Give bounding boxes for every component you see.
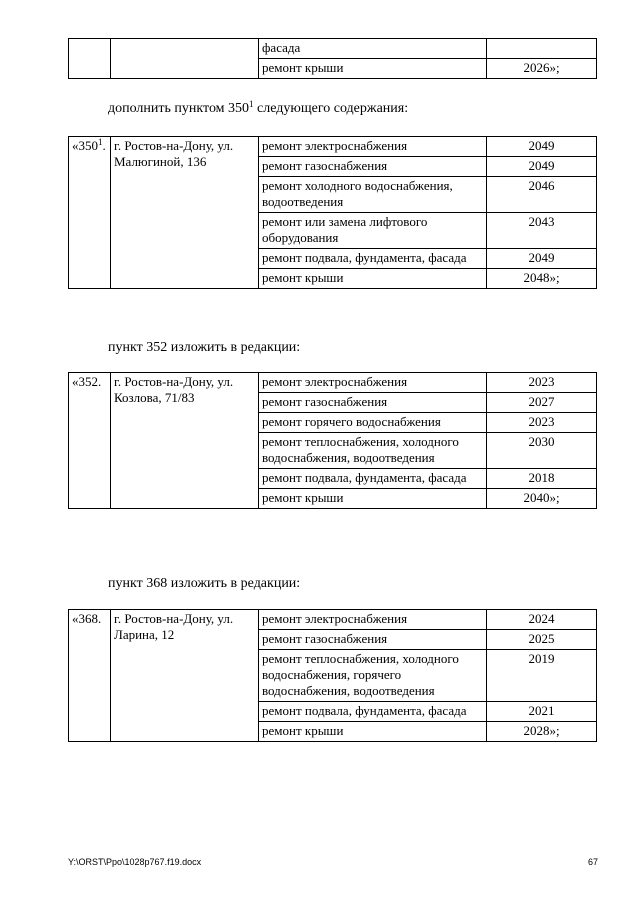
year-cell: 2049	[487, 249, 597, 269]
table-item-368	[68, 609, 597, 742]
work-cell: ремонт газоснабжения	[259, 157, 487, 177]
work-cell: ремонт электроснабжения	[259, 373, 487, 393]
number-cell: «368.	[69, 610, 111, 742]
year-cell: 2025	[487, 630, 597, 650]
work-cell: ремонт электроснабжения	[259, 137, 487, 157]
superscript: 1	[249, 99, 254, 109]
address-cell: г. Ростов-на-Дону, ул. Малюгиной, 136	[111, 137, 259, 289]
table-row	[69, 39, 597, 59]
work-cell: ремонт или замена лифтового оборудования	[259, 213, 487, 249]
footer-page-number: 67	[587, 857, 598, 867]
paragraph-text: следующего содержания:	[253, 101, 409, 116]
work-cell: фасада	[259, 39, 487, 59]
paragraph-add-350	[108, 101, 408, 117]
year-cell: 2018	[487, 469, 597, 489]
year-cell	[487, 39, 597, 59]
table-row	[69, 610, 597, 630]
work-cell: ремонт холодного водоснабжения, водоотведения	[259, 177, 487, 213]
year-cell: 2021	[487, 702, 597, 722]
year-cell: 2024	[487, 610, 597, 630]
year-cell: 2023	[487, 373, 597, 393]
year-cell: 2049	[487, 137, 597, 157]
work-cell: ремонт газоснабжения	[259, 393, 487, 413]
work-cell: ремонт крыши	[259, 722, 487, 742]
year-cell: 2043	[487, 213, 597, 249]
year-cell: 2046	[487, 177, 597, 213]
table-row	[69, 137, 597, 157]
work-cell: ремонт подвала, фундамента, фасада	[259, 469, 487, 489]
number-cell: «352.	[69, 373, 111, 509]
number-cell: «$350^1$.	[69, 137, 111, 289]
year-cell: 2026»;	[487, 59, 597, 79]
address-cell	[111, 39, 259, 79]
work-cell: ремонт крыши	[259, 59, 487, 79]
paragraph-352: пункт 352 изложить в редакции:	[108, 340, 301, 355]
footer-file-path: Y:\ORST\Ppo\1028p767.f19.docx	[68, 857, 202, 867]
year-cell: 2023	[487, 413, 597, 433]
year-cell: 2028»;	[487, 722, 597, 742]
work-cell: ремонт электроснабжения	[259, 610, 487, 630]
work-cell: ремонт теплоснабжения, холодного водоснабжения, водоотведения	[259, 433, 487, 469]
year-cell: 2027	[487, 393, 597, 413]
table-continuation	[68, 38, 597, 79]
table-row	[69, 373, 597, 393]
work-cell: ремонт теплоснабжения, холодного водоснабжения, горячего водоснабжения, водоотведения	[259, 650, 487, 702]
work-cell: ремонт крыши	[259, 269, 487, 289]
work-cell: ремонт подвала, фундамента, фасада	[259, 249, 487, 269]
work-cell: ремонт газоснабжения	[259, 630, 487, 650]
work-cell: ремонт подвала, фундамента, фасада	[259, 702, 487, 722]
table-item-350-1	[68, 136, 597, 289]
year-cell: 2049	[487, 157, 597, 177]
address-cell: г. Ростов-на-Дону, ул. Козлова, 71/83	[111, 373, 259, 509]
year-cell: 2040»;	[487, 489, 597, 509]
table-item-352	[68, 372, 597, 509]
work-cell: ремонт крыши	[259, 489, 487, 509]
paragraph-368: пункт 368 изложить в редакции:	[108, 576, 301, 591]
address-cell: г. Ростов-на-Дону, ул. Ларина, 12	[111, 610, 259, 742]
year-cell: 2030	[487, 433, 597, 469]
paragraph-text: дополнить пунктом 350	[108, 101, 250, 116]
work-cell: ремонт горячего водоснабжения	[259, 413, 487, 433]
number-cell	[69, 39, 111, 79]
year-cell: 2019	[487, 650, 597, 702]
year-cell: 2048»;	[487, 269, 597, 289]
